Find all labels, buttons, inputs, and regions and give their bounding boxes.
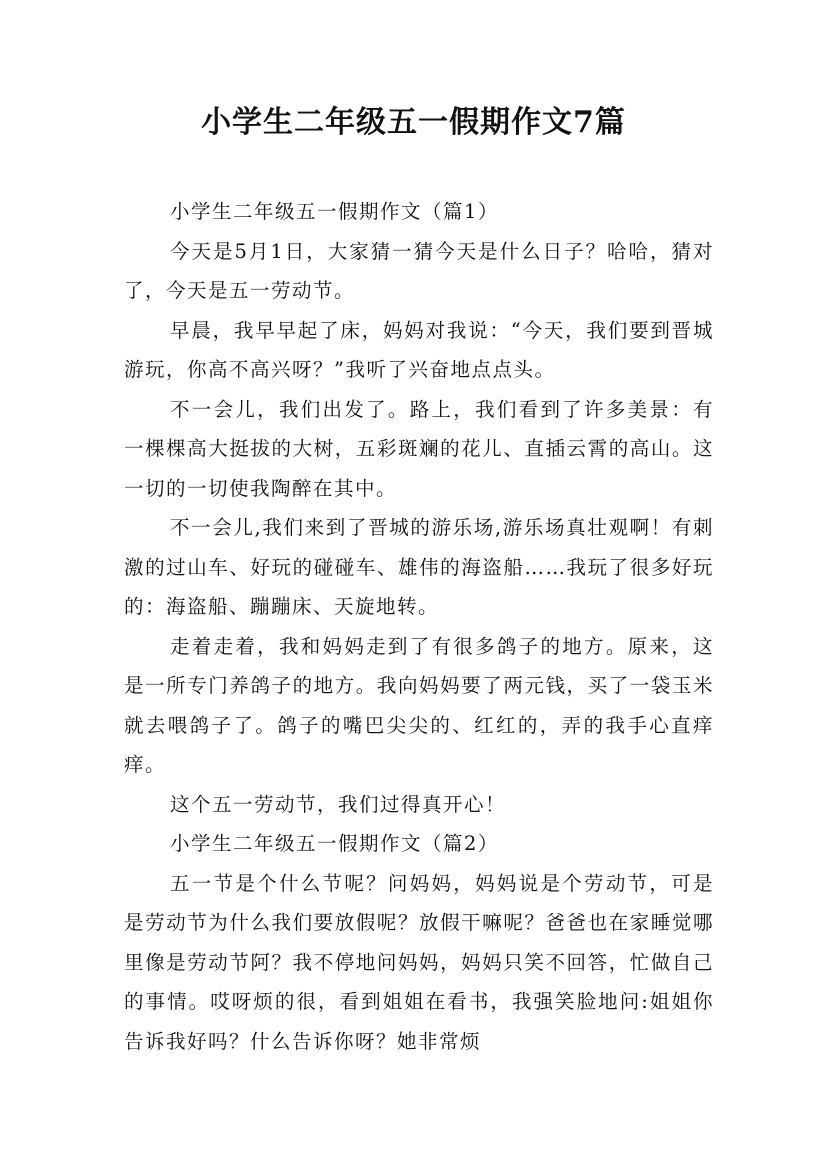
section-heading: 小学生二年级五一假期作文（篇1） — [170, 200, 499, 223]
document-title: 小学生二年级五一假期作文7篇 — [201, 105, 626, 140]
paragraph: 不一会儿,我们来到了晋城的游乐场,游乐场真壮观啊！有刺激的过山车、好玩的碰碰车、雄伟的海盗船……我玩了很多好玩的：海盗船、蹦蹦床、天旋地转。 — [124, 516, 714, 618]
paragraph: 走着走着，我和妈妈走到了有很多鸽子的地方。原来，这是一所专门养鸽子的地方。我向妈妈要了两元钱，买了一袋玉米就去喂鸽子了。鸽子的嘴巴尖尖的、红红的，弄的我手心直痒痒。 — [124, 634, 714, 776]
paragraph: 五一节是个什么节呢？问妈妈，妈妈说是个劳动节，可是是劳动节为什么我们要放假呢？放假干嘛呢？爸爸也在家睡觉哪里像是劳动节阿？我不停地问妈妈，妈妈只笑不回答，忙做自己的事情。哎呀烦的很，看到姐姐在看书，我强笑脸地问:姐姐你告诉我好吗？什么告诉你呀？她非常烦 — [124, 871, 714, 1053]
paragraph: 这个五一劳动节，我们过得真开心！ — [170, 792, 507, 816]
paragraph: 早晨，我早早起了床，妈妈对我说：“今天，我们要到晋城游玩，你高不高兴呀？”我听了兴奋地点点头。 — [124, 318, 714, 381]
paragraph: 不一会儿，我们出发了。路上，我们看到了许多美景：有一棵棵高大挺拔的大树，五彩斑斓的花儿、直插云霄的高山。这一切的一切使我陶醉在其中。 — [124, 397, 714, 500]
section-heading: 小学生二年级五一假期作文（篇2） — [170, 832, 499, 855]
document-body — [124, 192, 714, 1061]
paragraph: 今天是5月1日，大家猜一猜今天是什么日子？哈哈，猜对了，今天是五一劳动节。 — [124, 239, 714, 302]
